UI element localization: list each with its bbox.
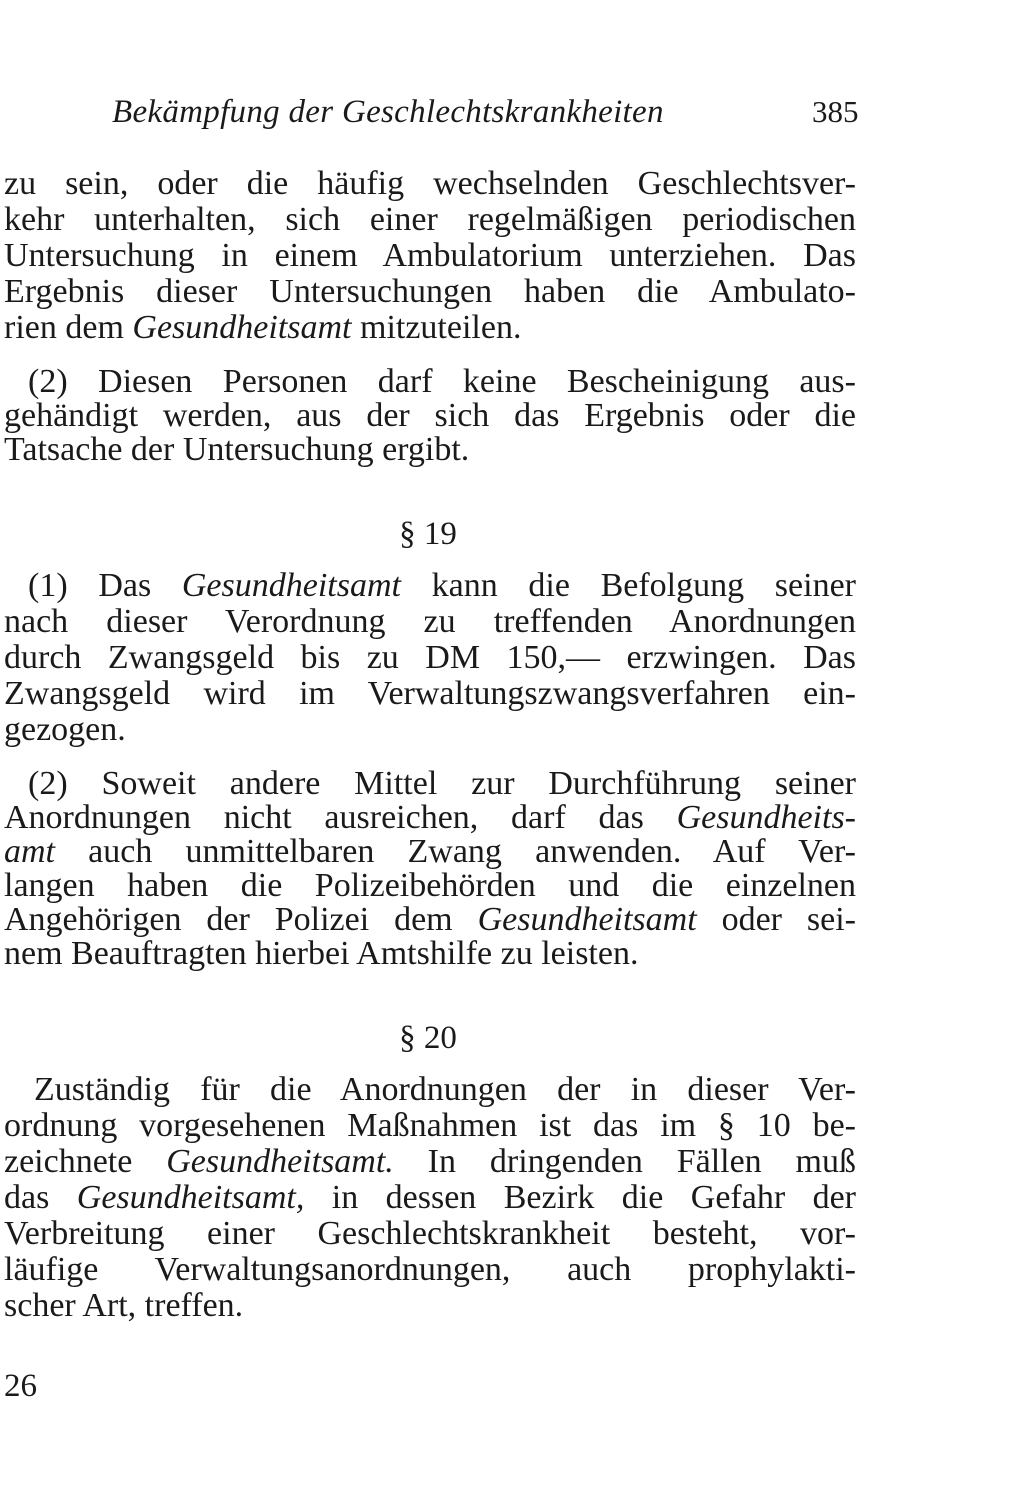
emphasis: Gesundheitsamt [132, 309, 352, 346]
running-header [0, 94, 1024, 138]
running-title: Bekämpfung der Geschlechtskrankheiten [112, 94, 664, 130]
section-heading: § 20 [399, 1020, 457, 1056]
text-line: zu sein, oder die häufig wechselnden Geschlechtsver- [4, 165, 856, 202]
text-line: durch Zwangsgeld bis zu DM 150,— erzwingen. Das [4, 639, 856, 676]
text-line: amt auch unmittelbaren Zwang anwenden. Auf Ver- [4, 833, 856, 870]
text-line: gezogen. [4, 711, 126, 748]
text-line: Anordnungen nicht ausreichen, darf das Gesundheits- [4, 799, 856, 836]
text-line: nach dieser Verordnung zu treffenden Anordnungen [4, 603, 856, 640]
emphasis: Gesundheitsamt, [76, 1179, 305, 1216]
emphasis: Gesundheitsamt [181, 567, 401, 604]
text-line: Ergebnis dieser Untersuchungen haben die Ambulato- [4, 273, 856, 310]
text-line: (2) Soweit andere Mittel zur Durchführung seiner [28, 765, 856, 802]
emphasis: Gesundheitsamt. [166, 1143, 394, 1180]
text-line: Tatsache der Untersuchung ergibt. [4, 431, 470, 468]
text-line: läufige Verwaltungsanordnungen, auch prophylakti- [4, 1251, 856, 1288]
emphasis: amt [4, 833, 55, 870]
text-line: Untersuchung in einem Ambulatorium unterziehen. Das [4, 237, 856, 274]
text-line: (1) Das Gesundheitsamt kann die Befolgung seiner [28, 567, 856, 604]
emphasis: Gesundheitsamt [477, 901, 697, 938]
folio-number: 26 [4, 1368, 37, 1404]
text-line: langen haben die Polizeibehörden und die einzelnen [4, 867, 856, 904]
text-line: rien dem Gesundheitsamt mitzuteilen. [4, 309, 522, 346]
text-line: kehr unterhalten, sich einer regelmäßigen periodischen [4, 201, 856, 238]
text-line: gehändigt werden, aus der sich das Ergebnis oder die [4, 397, 856, 434]
text-line: zeichnete Gesundheitsamt. In dringenden Fällen muß [4, 1143, 856, 1180]
page-number: 385 [812, 94, 859, 129]
text-line: Zuständig für die Anordnungen der in dieser Ver- [34, 1071, 856, 1108]
text-line: ordnung vorgesehenen Maßnahmen ist das im § 10 be- [4, 1107, 856, 1144]
section-heading: § 19 [399, 516, 457, 552]
text-line: scher Art, treffen. [4, 1287, 244, 1324]
emphasis: Gesundheits- [676, 799, 856, 836]
text-line: nem Beauftragten hierbei Amtshilfe zu leisten. [4, 935, 639, 972]
text-line: (2) Diesen Personen darf keine Bescheinigung aus- [28, 363, 856, 400]
text-line: das Gesundheitsamt, in dessen Bezirk die Gefahr der [4, 1179, 856, 1216]
text-line: Zwangsgeld wird im Verwaltungszwangsverfahren ein- [4, 675, 856, 712]
text-line: Angehörigen der Polizei dem Gesundheitsamt oder sei- [4, 901, 856, 938]
text-line: Verbreitung einer Geschlechtskrankheit besteht, vor- [4, 1215, 856, 1252]
